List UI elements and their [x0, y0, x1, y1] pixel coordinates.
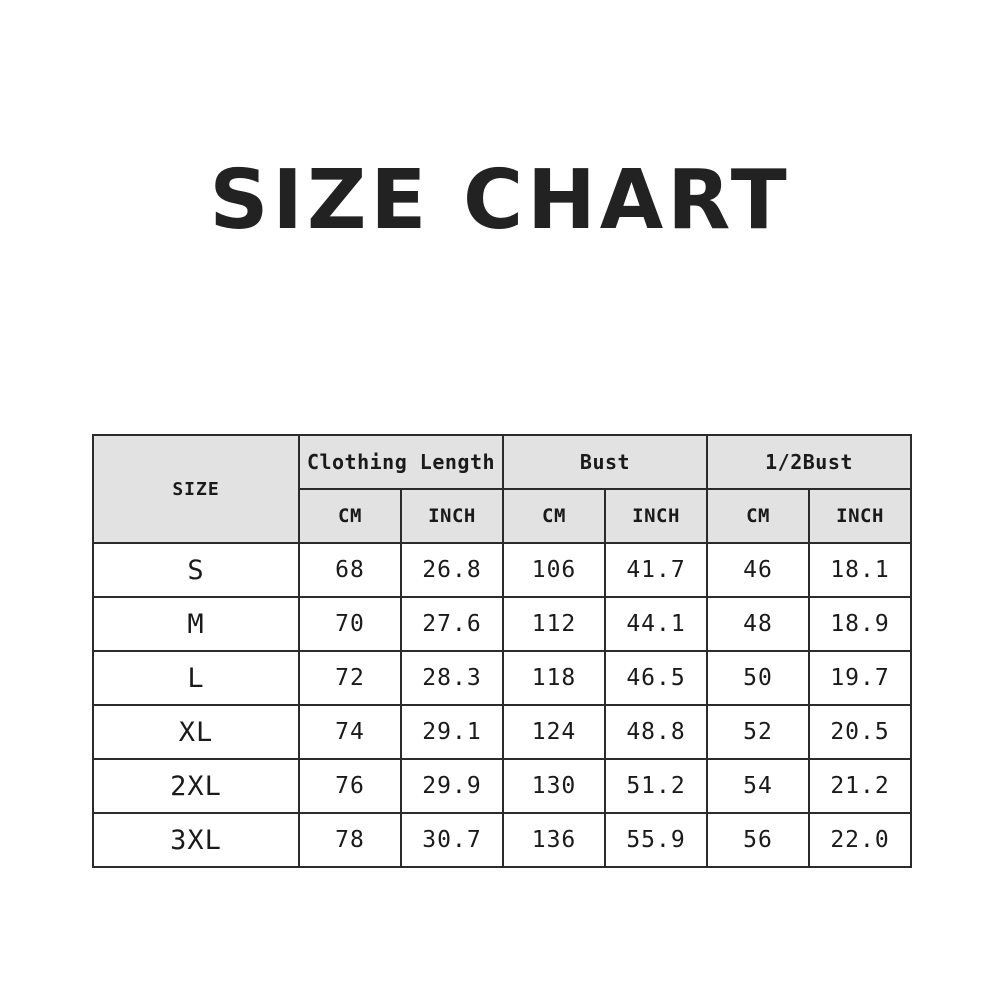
cell-half-bust-inch: 22.0 [809, 813, 911, 867]
page-title: SIZE CHART [209, 153, 791, 248]
header-unit-length-cm: CM [299, 489, 401, 543]
table-body [93, 543, 911, 867]
header-bust: Bust [503, 435, 707, 489]
table-head [93, 435, 911, 543]
header-size: SIZE [93, 435, 299, 543]
cell-length-inch: 30.7 [401, 813, 503, 867]
cell-half-bust-cm: 56 [707, 813, 809, 867]
cell-half-bust-cm: 52 [707, 705, 809, 759]
cell-bust-cm: 124 [503, 705, 605, 759]
header-unit-bust-cm: CM [503, 489, 605, 543]
cell-length-cm: 74 [299, 705, 401, 759]
table-row [93, 813, 911, 867]
table-row [93, 597, 911, 651]
cell-bust-inch: 44.1 [605, 597, 707, 651]
cell-bust-cm: 112 [503, 597, 605, 651]
cell-bust-inch: 48.8 [605, 705, 707, 759]
cell-half-bust-inch: 19.7 [809, 651, 911, 705]
table-row [93, 759, 911, 813]
cell-half-bust-cm: 54 [707, 759, 809, 813]
cell-length-inch: 27.6 [401, 597, 503, 651]
cell-bust-cm: 130 [503, 759, 605, 813]
cell-half-bust-cm: 46 [707, 543, 809, 597]
cell-length-cm: 70 [299, 597, 401, 651]
cell-size: S [93, 543, 299, 597]
header-unit-half-bust-cm: CM [707, 489, 809, 543]
table-row [93, 543, 911, 597]
cell-size: L [93, 651, 299, 705]
cell-half-bust-inch: 18.9 [809, 597, 911, 651]
cell-bust-inch: 46.5 [605, 651, 707, 705]
size-chart-table [92, 434, 912, 868]
cell-half-bust-cm: 50 [707, 651, 809, 705]
cell-half-bust-cm: 48 [707, 597, 809, 651]
cell-bust-cm: 136 [503, 813, 605, 867]
cell-bust-cm: 106 [503, 543, 605, 597]
cell-half-bust-inch: 18.1 [809, 543, 911, 597]
table-row [93, 651, 911, 705]
cell-length-inch: 26.8 [401, 543, 503, 597]
header-unit-half-bust-inch: INCH [809, 489, 911, 543]
cell-length-inch: 28.3 [401, 651, 503, 705]
cell-bust-inch: 55.9 [605, 813, 707, 867]
size-chart-table-container [92, 434, 908, 868]
cell-length-cm: 76 [299, 759, 401, 813]
cell-size: 2XL [93, 759, 299, 813]
cell-bust-inch: 51.2 [605, 759, 707, 813]
cell-size: XL [93, 705, 299, 759]
table-row [93, 705, 911, 759]
header-half-bust: 1/2Bust [707, 435, 911, 489]
cell-bust-cm: 118 [503, 651, 605, 705]
cell-length-cm: 78 [299, 813, 401, 867]
cell-half-bust-inch: 21.2 [809, 759, 911, 813]
cell-size: M [93, 597, 299, 651]
cell-size: 3XL [93, 813, 299, 867]
cell-length-inch: 29.1 [401, 705, 503, 759]
cell-bust-inch: 41.7 [605, 543, 707, 597]
table-header-row-groups [93, 435, 911, 489]
header-unit-length-inch: INCH [401, 489, 503, 543]
cell-length-cm: 72 [299, 651, 401, 705]
cell-half-bust-inch: 20.5 [809, 705, 911, 759]
cell-length-inch: 29.9 [401, 759, 503, 813]
header-clothing-length: Clothing Length [299, 435, 503, 489]
cell-length-cm: 68 [299, 543, 401, 597]
header-unit-bust-inch: INCH [605, 489, 707, 543]
